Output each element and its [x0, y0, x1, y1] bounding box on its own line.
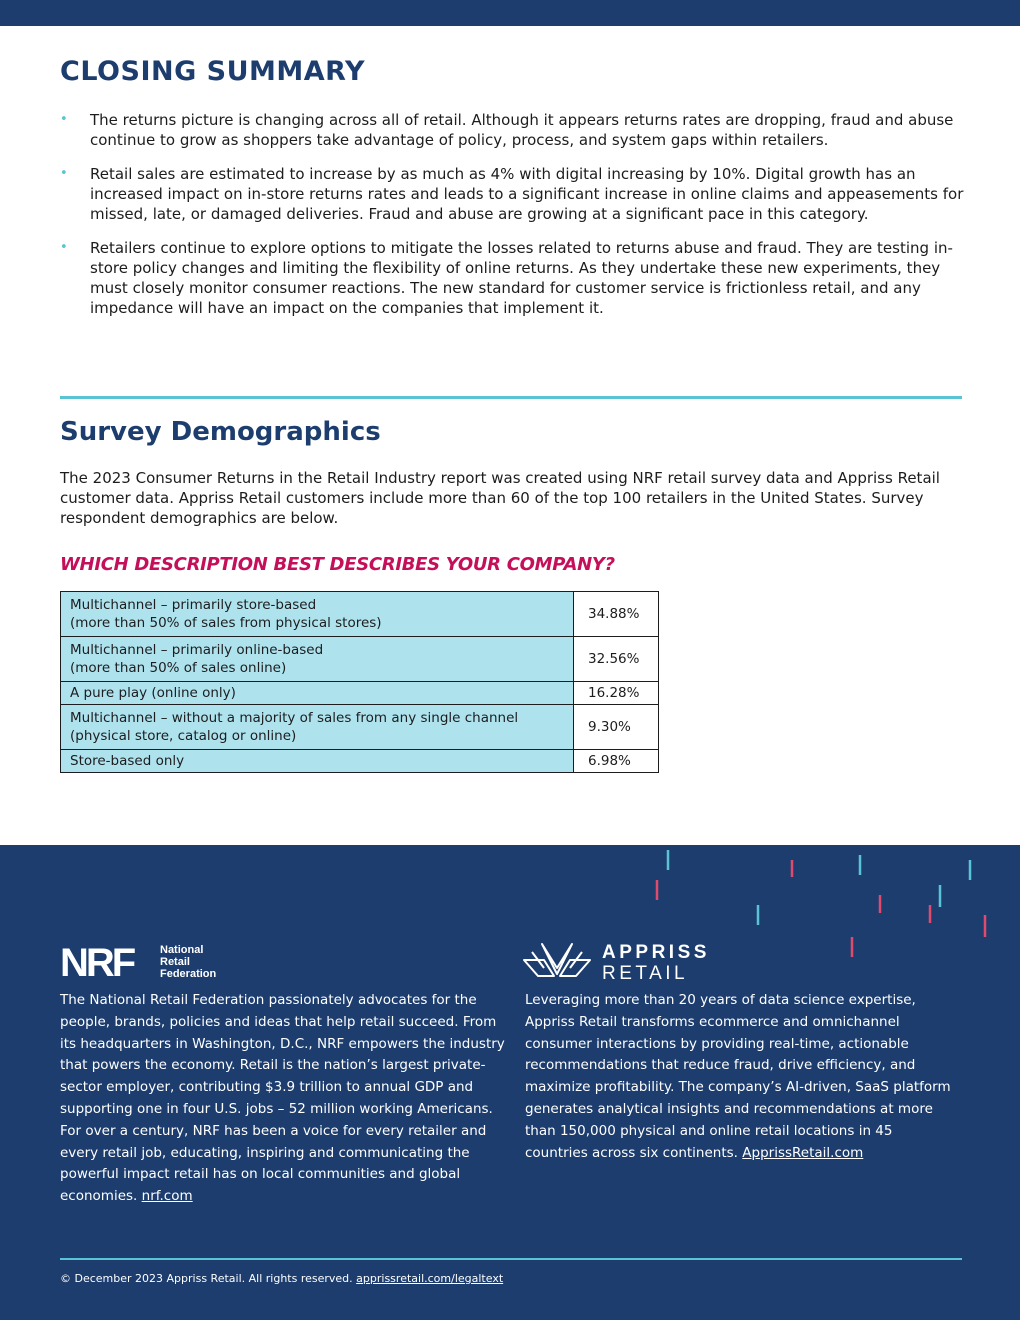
description-line: Multichannel – primarily store-based: [70, 597, 317, 613]
summary-bullet-text: The returns picture is changing across all of retail. Although it appears returns rates are dropping, fraud and abuse continue to grow as shoppers take advantage of policy, process, and system gaps within retailers.: [90, 111, 954, 149]
survey-question: WHICH DESCRIPTION BEST DESCRIBES YOUR COMPANY?: [60, 554, 615, 575]
table-cell-percent: 9.30%: [574, 705, 659, 750]
survey-intro-text: The 2023 Consumer Returns in the Retail Industry report was created using NRF retail survey data and Appriss Retail customer data. Appriss Retail customers include more than 60 of the top 100 retailers in the United States. Survey respondent demographics are below.: [60, 469, 940, 527]
table-cell-description: [61, 682, 574, 705]
copyright-text: © December 2023 Appriss Retail. All rights reserved.: [60, 1272, 353, 1285]
appriss-logo-line: RETAIL: [602, 963, 689, 982]
table-row: [61, 750, 659, 773]
table-cell-description: [61, 592, 574, 637]
table-row: [61, 705, 659, 750]
summary-bullet: [60, 110, 965, 150]
lotus-icon: [524, 944, 590, 976]
bullet-icon: •: [60, 240, 68, 255]
nrf-description-text: The National Retail Federation passionately advocates for the people, brands, policies and ideas that help retail succeed. From its headquarters in Washington, D.C., NRF empowers the industry that powers the economy. Retail is the nation’s largest private-sector employer, contributing $3.9 trillion to annual GDP and supporting one in four U.S. jobs – 52 million working Americans. For over a century, NRF has been a voice for every retailer and every retail job, educating, inspiring and communicating the powerful impact retail has on local communities and global economies.: [60, 992, 505, 1205]
section-divider: [60, 396, 962, 399]
summary-bullet-text: Retail sales are estimated to increase by as much as 4% with digital increasing by 10%. Digital growth has an increased impact on in-store returns rates and leads to a significant increase in online claims and appeasements for missed, late, or damaged deliveries. Fraud and abuse are growing at a significant pace in this category.: [90, 165, 964, 223]
appriss-link[interactable]: ApprissRetail.com: [742, 1144, 864, 1161]
nrf-logo-line: Retail: [160, 956, 190, 968]
appriss-description: [525, 990, 955, 1164]
table-cell-description: [61, 750, 574, 773]
company-description-table: [60, 591, 659, 773]
description-line: (more than 50% of sales from physical stores): [70, 615, 382, 631]
summary-bullet-text: Retailers continue to explore options to mitigate the losses related to returns abuse and fraud. They are testing in-store policy changes and limiting the flexibility of online returns. As they undertake these new experiments, they must closely monitor consumer reactions. The new standard for customer service is frictionless retail, and any impedance will have an impact on the companies that implement it.: [90, 239, 953, 317]
description-line: Multichannel – primarily online-based: [70, 642, 324, 658]
nrf-description: [60, 990, 505, 1208]
table-cell-description: [61, 705, 574, 750]
description-line: (physical store, catalog or online): [70, 728, 297, 744]
description-line: Store-based only: [70, 753, 185, 769]
footer-panel: [0, 845, 1020, 1320]
table-row: [61, 637, 659, 682]
appriss-description-text: Leveraging more than 20 years of data science expertise, Appriss Retail transforms ecommerce and omnichannel consumer interactions by providing real-time, actionable recommendations that reduce fraud, drive efficiency, and maximize profitability. The company’s AI-driven, SaaS platform generates analytical insights and recommendations at more than 150,000 physical and online retail locations in 45 countries across six continents.: [525, 992, 951, 1161]
survey-demographics-title: Survey Demographics: [60, 417, 381, 447]
nrf-logo: [60, 942, 240, 982]
nrf-logo-line: National: [160, 944, 204, 956]
table-cell-percent: 6.98%: [574, 750, 659, 773]
table-cell-description: [61, 637, 574, 682]
description-line: A pure play (online only): [70, 685, 236, 701]
description-line: (more than 50% of sales online): [70, 660, 287, 676]
bullet-icon: •: [60, 166, 68, 181]
nrf-link[interactable]: nrf.com: [141, 1188, 193, 1205]
table-cell-percent: 34.88%: [574, 592, 659, 637]
summary-bullet: [60, 238, 965, 318]
bullet-icon: •: [60, 112, 68, 127]
appriss-retail-logo: [520, 938, 740, 982]
nrf-logo-line: Federation: [160, 968, 217, 980]
table-cell-percent: 16.28%: [574, 682, 659, 705]
summary-bullet: [60, 164, 965, 224]
top-banner: [0, 0, 1020, 26]
appriss-logo-line: APPRISS: [602, 942, 710, 963]
closing-summary-list: [60, 110, 965, 332]
table-row: [61, 682, 659, 705]
legal-link[interactable]: apprissretail.com/legaltext: [356, 1272, 504, 1285]
table-cell-percent: 32.56%: [574, 637, 659, 682]
copyright-line: [60, 1272, 503, 1285]
footer-divider: [60, 1258, 962, 1260]
table-row: [61, 592, 659, 637]
description-line: Multichannel – without a majority of sales from any single channel: [70, 710, 519, 726]
closing-summary-title: CLOSING SUMMARY: [60, 56, 366, 87]
nrf-logo-mark: NRF: [60, 942, 134, 982]
